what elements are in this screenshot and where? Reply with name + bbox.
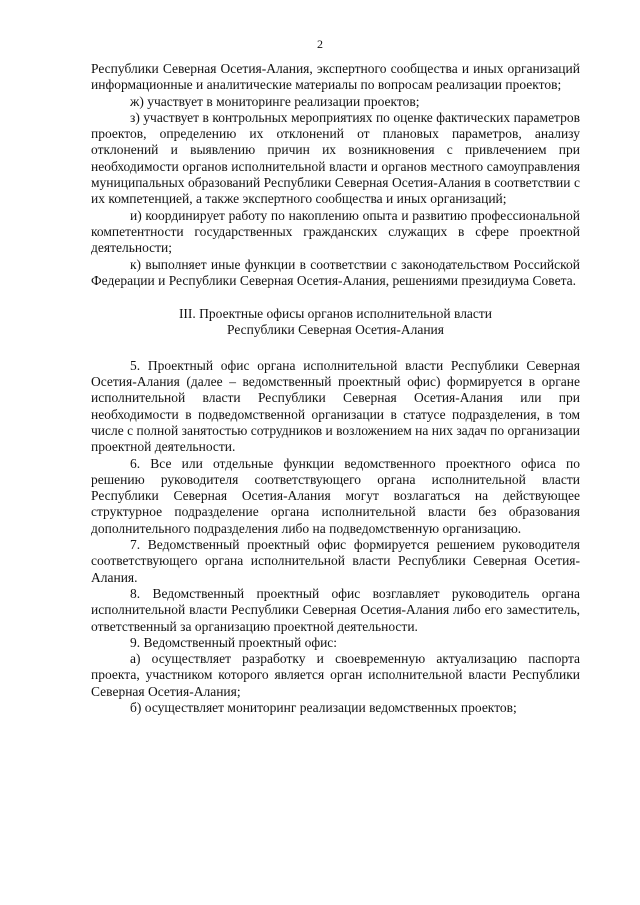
paragraph-9: 9. Ведомственный проектный офис:	[130, 634, 338, 650]
paragraph-item-k: к) выполняет иные функции в соответствии с законодательством Российской Федерации и Республики Северная Осетия-Алания, решениями президиума Совета.	[91, 256, 580, 288]
paragraph-9-a: а) осуществляет разработку и своевременную актуализацию паспорта проекта, участником которого является орган исполнительной власти Республики Северная Осетия-Алания;	[91, 651, 580, 699]
section-heading-line-2: Республики Северная Осетия-Алания	[227, 322, 444, 338]
paragraph-item-zh: ж) участвует в мониторинге реализации проектов;	[130, 93, 420, 109]
paragraph-item-z: з) участвует в контрольных мероприятиях по оценке фактических параметров проектов, определению их отклонений от плановых параметров, анализу отклонений и выявлению причин их возникновения с привлечением при необходимости органов исполнительной власти и органов местного самоуправления муниципальных образований Республики Северная Осетия-Алания в соответствии с их компетенцией, а также экспертного сообщества и иных организаций;	[91, 109, 580, 207]
paragraph-5: 5. Проектный офис органа исполнительной власти Республики Северная Осетия-Алания (далее – ведомственный проектный офис) формируется в органе исполнительной власти Республики Северная Осетия-Алания или при необходимости в подведомственной организации в статусе подразделения, в том числе с полной занятостью сотрудников и возложением на них задач по организации проектной деятельности.	[91, 357, 580, 455]
section-heading	[91, 306, 580, 339]
paragraph-7: 7. Ведомственный проектный офис формируется решением руководителя соответствующего органа исполнительной власти Республики Северная Осетия-Алания.	[91, 537, 580, 585]
paragraph-continuation: Республики Северная Осетия-Алания, экспертного сообщества и иных организаций информационные и аналитические материалы по вопросам реализации проектов;	[91, 61, 580, 93]
document-body	[91, 61, 580, 716]
paragraph-item-i: и) координирует работу по накоплению опыта и развитию профессиональной компетентности государственных гражданских служащих в сфере проектной деятельности;	[91, 207, 580, 256]
section-heading-line-1: III. Проектные офисы органов исполнительной власти	[178, 306, 493, 322]
paragraph-9-b: б) осуществляет мониторинг реализации ведомственных проектов;	[130, 699, 517, 715]
paragraph-6: 6. Все или отдельные функции ведомственного проектного офиса по решению руководителя соответствующего органа исполнительной власти Республики Северная Осетия-Алания могут возлагаться на действующее структурное подразделение органа исполнительной власти без образования дополнительного подразделения либо на подведомственную организацию.	[91, 455, 580, 536]
page-number: 2	[317, 37, 323, 51]
paragraph-8: 8. Ведомственный проектный офис возглавляет руководитель органа исполнительной власти Республики Северная Осетия-Алания либо его заместитель, ответственный за организацию проектной деятельности.	[91, 585, 580, 634]
